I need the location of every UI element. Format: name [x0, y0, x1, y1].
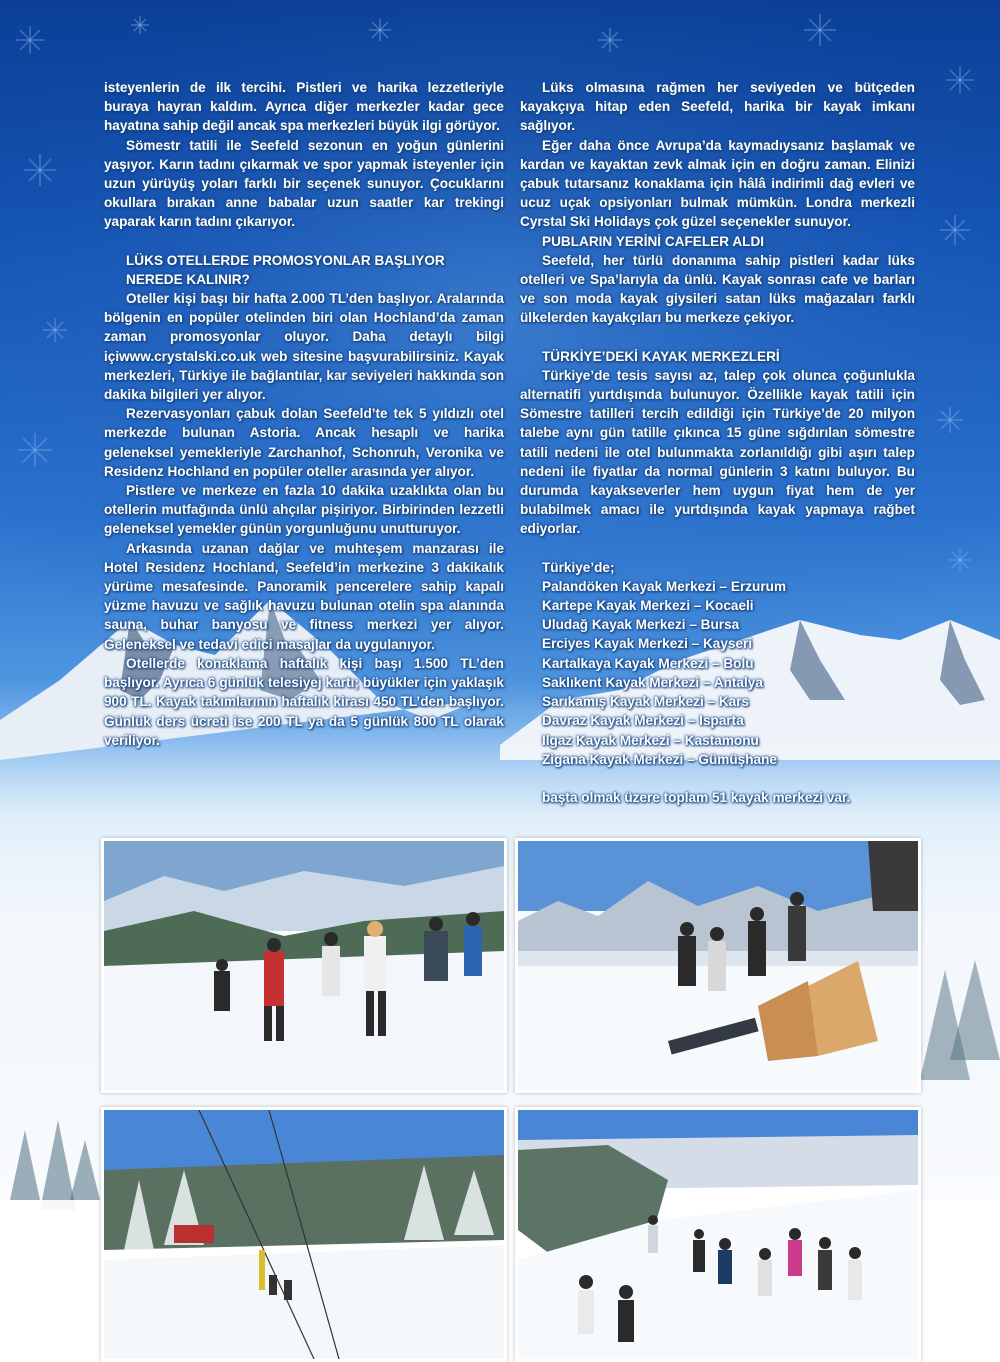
body-paragraph: Otellerde konaklama haftalık kişi başı 1.500 TL’den başlıyor. Ayrıca 6 günlük telesiyej kartı; büyükler için yaklaşık 900 TL. Kayak takımlarının haftalık kirası 450 TL’den başlıyor. Günlük ders ücreti ise 200 TL ya da 5 günlük 800 TL olarak veriliyor.	[104, 655, 504, 748]
paragraph-gap	[520, 328, 915, 347]
section-heading-hotels: LÜKS OTELLERDE PROMOSYONLAR BAŞLIYOR	[126, 252, 445, 268]
section-heading-hotels-sub: NEREDE KALINIR?	[126, 271, 250, 287]
body-paragraph: Pistlere ve merkeze en fazla 10 dakika uzaklıkta olan bu otellerin mutfağında ünlü ahçılar pişiriyor. Birbirinden lezzetli geleneksel yemekler günün yorgunluğunu unutturuyor.	[104, 483, 504, 537]
ski-touring-group-photo	[101, 838, 507, 1093]
body-paragraph: Sömestr tatili ile Seefeld sezonun en yoğun günlerini yaşıyor. Karın tadını çıkarmak ve spor yapmak isteyenler için uzun yürüyüş yoları farklı bir seçenek sunuyor. Çocuklarını okullara bırakan anne babalar uzun saatler kar trekingi yaparak karın tadını çıkarıyor.	[104, 137, 504, 230]
list-item: Kartalkaya Kayak Merkezi – Bolu	[542, 655, 754, 671]
section-heading-cafes: PUBLARIN YERİNİ CAFELER ALDI	[542, 233, 765, 249]
body-paragraph: Arkasında uzanan dağlar ve muhteşem manzarası ile Hotel Residenz Hochland, Seefeld’in merkezine 3 dakikalık yürüme mesafesinde. Panoramik pencerelere sahip kapalı yüzme havuzu ve sağlık havuzu bulunan otelin spa alanında sauna, buhar banyosu ve fitness merkezi yer alıyor. Geleneksel ve tedavi edici masajlar da uygulanıyor.	[104, 540, 504, 652]
slope-skiers-crowd-photo	[515, 1107, 921, 1362]
list-item: Palandöken Kayak Merkezi – Erzurum	[542, 578, 787, 594]
list-item: Erciyes Kayak Merkezi – Kayseri	[542, 636, 753, 652]
list-item: Zigana Kayak Merkezi – Gümüşhane	[542, 751, 777, 767]
body-paragraph: isteyenlerin de ilk tercihi. Pistleri ve harika lezzetleriyle buraya hayran kaldım. Ayrıca diğer merkezler kadar gece hayatına sahip değil ancak spa merkezleri büyük ilgi görüyor.	[104, 80, 504, 134]
list-item: Kartepe Kayak Merkezi – Kocaeli	[542, 598, 754, 614]
paragraph-gap	[520, 769, 915, 788]
paragraph-gap	[520, 539, 915, 558]
list-intro: Türkiye’de;	[542, 559, 615, 575]
deck-chair-sunbathing-photo	[515, 838, 921, 1093]
body-paragraph: Eğer daha önce Avrupa’da kaymadıysanız başlamak ve kardan ve kayaktan zevk almak için en doğru zaman. Elinizi çabuk tutarsanız konaklama için hâlâ indirimli dağ evleri ve ucuz uçak opsiyonları bulmak mümkün. Londra merkezli Cyrstal Ski Holidays çok güzel seçenekler sunuyor.	[520, 137, 915, 230]
body-paragraph: Türkiye’de tesis sayısı az, talep çok olunca çoğunlukla alternatifi yurtdışında bulunuyor. Özellikle kayak tatili için Sömestre tatilleri tercih edildiği için Türkiye’de 20 milyon talebe aynı gün tatille çıkınca 15 güne sığdırılan sömestre tatili nedeni ile otel bulunmakta zorlanıldığı gibi aşırı talep nedeni ile fiyatlar da normal günlerin 3 katını buluyor. Bu durumda kayakseverler hem uygun fiyat hem de yer bulabilmek amacı ile yurtdışında kayak yapmaya rağbet ediyorlar.	[520, 367, 915, 537]
body-paragraph: Seefeld, her türlü donanıma sahip pistleri kadar lüks otelleri ve Spa’larıyla da ünlü. Kayak sonrası cafe ve barları ve son moda kayak giysileri satan lüks mağazaları farklı ülkelerden kayakçıları bu merkeze çekiyor.	[520, 252, 915, 326]
body-paragraph: Rezervasyonları çabuk dolan Seefeld’te tek 5 yıldızlı otel merkezde bulunan Astoria. Ancak hesaplı ve harika geleneksel yemekleriyle Zarchanhof, Schonruh, Veronika ve Residenz Hochland en popüler oteller arasında yer alıyor.	[104, 406, 504, 479]
left-text-column	[104, 78, 504, 750]
ski-resort-list	[520, 577, 915, 769]
body-paragraph: Lüks olmasına rağmen her seviyeden ve bütçeden kayakçıya hitap eden Seefeld, harika bir kayak imkanı sağlıyor.	[520, 80, 915, 134]
list-item: Uludağ Kayak Merkezi – Bursa	[542, 617, 740, 633]
list-item: Ilgaz Kayak Merkezi – Kastamonu	[542, 732, 759, 748]
closing-sentence: başta olmak üzere toplam 51 kayak merkezi var.	[542, 789, 851, 805]
list-item: Sarıkamış Kayak Merkezi – Kars	[542, 694, 750, 710]
list-item: Saklıkent Kayak Merkezi – Antalya	[542, 674, 763, 690]
ski-lift-village-photo	[101, 1107, 507, 1362]
list-item: Davraz Kayak Merkezi – Isparta	[542, 713, 744, 729]
paragraph-gap	[104, 232, 504, 251]
section-heading-turkey: TÜRKİYE’DEKİ KAYAK MERKEZLERİ	[542, 348, 780, 364]
body-paragraph: Oteller kişi başı bir hafta 2.000 TL’den başlıyor. Aralarında bölgenin en popüler otelinden biri olan Hochland’da zaman zaman promosyonlar oluyor. Daha detaylı bilgi içiwww.crystalski.co.uk web sitesine başvurabilirsiniz. Kayak merkezleri, Türkiye ile bağlantılar, kar seviyeleri hakkında son dakika bilgileri yer alıyor.	[104, 291, 504, 403]
right-text-column	[520, 78, 915, 807]
